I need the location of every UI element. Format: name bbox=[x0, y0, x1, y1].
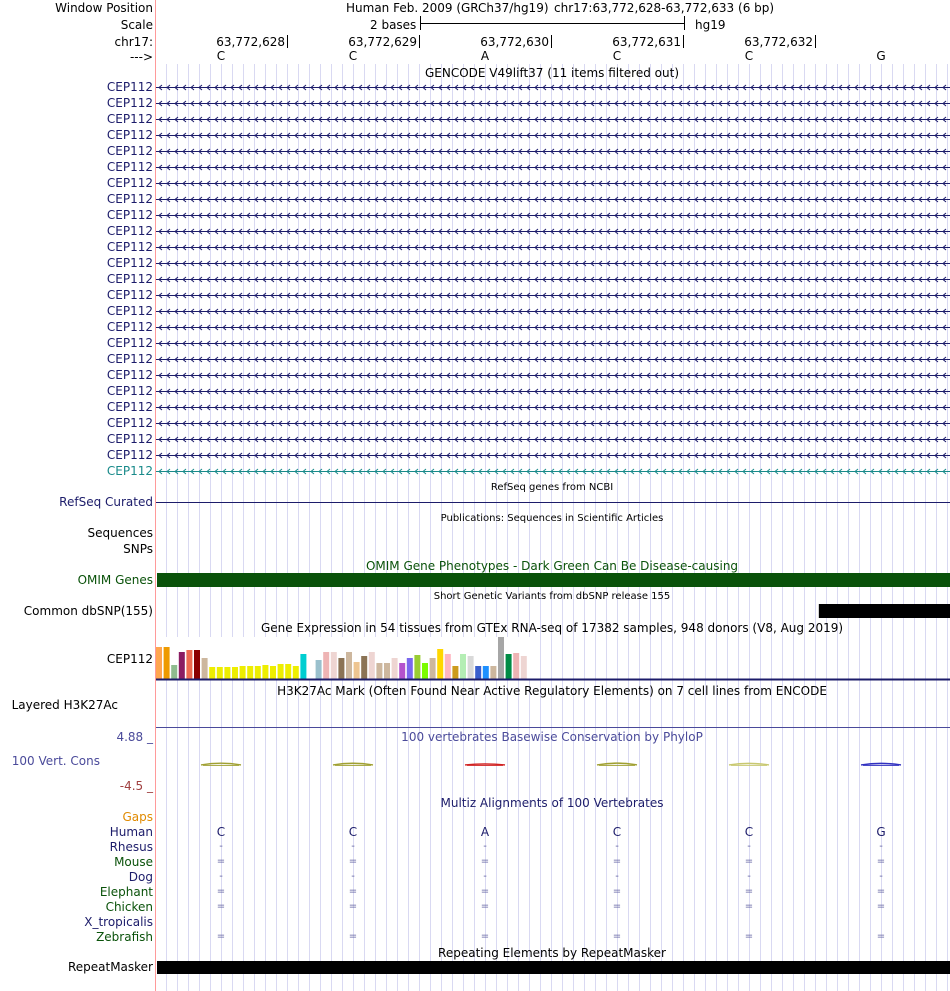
sequences-label[interactable]: Sequences bbox=[87, 526, 153, 540]
refseq-track-title[interactable]: RefSeq genes from NCBI bbox=[490, 482, 614, 493]
coordinate-label: 63,772,632 bbox=[744, 35, 813, 49]
gtex-tissue-bar[interactable] bbox=[179, 652, 185, 679]
gencode-transcript-label[interactable]: CEP112 bbox=[106, 272, 153, 286]
gencode-transcript-label[interactable]: CEP112 bbox=[106, 448, 153, 462]
multiz-base: = bbox=[744, 886, 754, 897]
gencode-transcript[interactable] bbox=[156, 261, 950, 266]
gencode-transcript[interactable] bbox=[156, 293, 950, 298]
gtex-tissue-bar[interactable] bbox=[422, 663, 428, 679]
gencode-transcript-label[interactable]: CEP112 bbox=[106, 208, 153, 222]
multiz-base: = bbox=[612, 931, 622, 942]
gtex-tissue-bar[interactable] bbox=[202, 658, 208, 679]
chromosome-label: chr17: bbox=[114, 35, 153, 49]
reference-base: C bbox=[348, 49, 358, 63]
conservation-score-mark[interactable] bbox=[465, 764, 505, 766]
gencode-transcript[interactable] bbox=[156, 133, 950, 138]
gtex-tissue-bar[interactable] bbox=[498, 637, 504, 679]
gencode-transcript-label[interactable]: CEP112 bbox=[106, 128, 153, 142]
gtex-tissue-bar[interactable] bbox=[285, 664, 291, 679]
coordinate-label: 63,772,629 bbox=[348, 35, 417, 49]
conservation-score-mark[interactable] bbox=[729, 763, 769, 765]
gencode-transcript[interactable] bbox=[156, 437, 950, 442]
gtex-tissue-bar[interactable] bbox=[354, 662, 360, 679]
coordinate-label: 63,772,628 bbox=[216, 35, 285, 49]
conservation-score-mark[interactable] bbox=[333, 763, 373, 765]
gencode-track-title[interactable]: GENCODE V49lift37 (11 items filtered out) bbox=[424, 66, 680, 80]
multiz-base: C bbox=[216, 825, 226, 839]
multiz-base: = bbox=[876, 886, 886, 897]
gtex-tissue-bar[interactable] bbox=[164, 647, 170, 679]
gencode-transcript[interactable] bbox=[156, 421, 950, 426]
gtex-tissue-bar[interactable] bbox=[376, 663, 382, 679]
publications-track-title[interactable]: Publications: Sequences in Scientific Articles bbox=[440, 513, 664, 524]
multiz-base: = bbox=[216, 931, 226, 942]
multiz-base: = bbox=[480, 856, 490, 867]
gencode-transcript[interactable] bbox=[156, 389, 950, 394]
gencode-transcript[interactable] bbox=[156, 117, 950, 122]
gtex-tissue-bar[interactable] bbox=[490, 666, 496, 679]
multiz-base: = bbox=[480, 901, 490, 912]
gencode-transcript[interactable] bbox=[156, 149, 950, 154]
scale-bases-text: 2 bases bbox=[370, 18, 417, 32]
multiz-base: = bbox=[612, 886, 622, 897]
gtex-tissue-bar[interactable] bbox=[414, 655, 420, 679]
gtex-tissue-bar[interactable] bbox=[361, 656, 367, 679]
dbsnp-track-title[interactable]: Short Genetic Variants from dbSNP release 155 bbox=[433, 591, 671, 602]
gtex-tissue-bar[interactable] bbox=[437, 649, 443, 679]
gencode-transcript[interactable] bbox=[156, 277, 950, 282]
assembly-db-label: hg19 bbox=[695, 18, 726, 32]
gencode-transcript-label[interactable]: CEP112 bbox=[106, 160, 153, 174]
multiz-species-label[interactable]: X_tropicalis bbox=[84, 915, 153, 929]
repeatmasker-element[interactable] bbox=[157, 961, 950, 974]
gencode-transcript[interactable] bbox=[156, 85, 950, 90]
reference-base: A bbox=[480, 49, 490, 63]
multiz-base: = bbox=[480, 886, 490, 897]
gtex-tissue-bar[interactable] bbox=[392, 658, 398, 679]
multiz-base: C bbox=[744, 825, 754, 839]
gencode-transcript[interactable] bbox=[156, 405, 950, 410]
gencode-transcript[interactable] bbox=[156, 453, 950, 458]
gtex-tissue-bar[interactable] bbox=[262, 665, 268, 679]
multiz-base: = bbox=[612, 901, 622, 912]
gencode-transcript[interactable] bbox=[156, 469, 950, 474]
gencode-transcript[interactable] bbox=[156, 325, 950, 330]
gencode-transcript-label[interactable]: CEP112 bbox=[106, 336, 153, 350]
common-dbsnp-label[interactable]: Common dbSNP(155) bbox=[23, 604, 153, 618]
gencode-transcript[interactable] bbox=[156, 373, 950, 378]
gencode-transcript[interactable] bbox=[156, 165, 950, 170]
multiz-base: = bbox=[348, 931, 358, 942]
multiz-base: = bbox=[744, 856, 754, 867]
gtex-tissue-bar[interactable] bbox=[384, 663, 390, 679]
multiz-base: = bbox=[216, 901, 226, 912]
gtex-tissue-bar[interactable] bbox=[217, 667, 223, 679]
conservation-label[interactable]: 100 Vert. Cons bbox=[11, 754, 100, 768]
gtex-tissue-bar[interactable] bbox=[483, 666, 489, 679]
gtex-tissue-bar[interactable] bbox=[240, 666, 246, 679]
multiz-base: = bbox=[876, 931, 886, 942]
gencode-transcript-label[interactable]: CEP112 bbox=[106, 400, 153, 414]
gtex-tissue-bar[interactable] bbox=[255, 666, 261, 679]
omim-gene-bar[interactable] bbox=[157, 573, 950, 587]
gtex-tissue-bar[interactable] bbox=[194, 650, 200, 679]
conservation-track-title[interactable]: 100 vertebrates Basewise Conservation by PhyloP bbox=[401, 730, 703, 744]
gtex-tissue-bar[interactable] bbox=[399, 663, 405, 679]
h3k27ac-track-title[interactable]: H3K27Ac Mark (Often Found Near Active Regulatory Elements) on 7 cell lines from ENCODE bbox=[277, 684, 827, 698]
gtex-track-title[interactable]: Gene Expression in 54 tissues from GTEx RNA-seq of 17382 samples, 948 donors (V8, Aug 2019) bbox=[260, 621, 844, 635]
multiz-species-label[interactable]: Human bbox=[109, 825, 153, 839]
multiz-base: = bbox=[480, 931, 490, 942]
omim-track-title[interactable]: OMIM Gene Phenotypes - Dark Green Can Be Disease-causing bbox=[365, 559, 739, 573]
gtex-tissue-bar[interactable] bbox=[300, 654, 306, 679]
multiz-base: = bbox=[876, 856, 886, 867]
multiz-species-label[interactable]: Dog bbox=[128, 870, 153, 884]
gencode-transcript[interactable] bbox=[156, 341, 950, 346]
gtex-tissue-bar[interactable] bbox=[430, 658, 436, 679]
dbsnp-variant[interactable] bbox=[819, 604, 950, 618]
repeatmasker-track-title[interactable]: Repeating Elements by RepeatMasker bbox=[438, 946, 666, 960]
gencode-transcript[interactable] bbox=[156, 357, 950, 362]
gencode-transcript[interactable] bbox=[156, 309, 950, 314]
gtex-tissue-bar[interactable] bbox=[475, 666, 481, 679]
gtex-tissue-bar[interactable] bbox=[247, 666, 253, 679]
gtex-tissue-bar[interactable] bbox=[331, 652, 337, 679]
gencode-transcript-label[interactable]: CEP112 bbox=[106, 288, 153, 302]
gtex-tissue-bar[interactable] bbox=[224, 667, 230, 679]
multiz-base: - bbox=[747, 871, 751, 882]
gencode-transcript-label[interactable]: CEP112 bbox=[106, 304, 153, 318]
multiz-base: - bbox=[747, 841, 751, 852]
gtex-tissue-bar[interactable] bbox=[270, 666, 276, 679]
multiz-base: = bbox=[216, 886, 226, 897]
gtex-tissue-bar[interactable] bbox=[186, 650, 192, 679]
gtex-tissue-bar[interactable] bbox=[232, 667, 238, 679]
gtex-tissue-bar[interactable] bbox=[293, 666, 299, 679]
reference-base: C bbox=[216, 49, 226, 63]
multiz-base: A bbox=[480, 825, 490, 839]
gtex-tissue-bar[interactable] bbox=[338, 658, 344, 679]
multiz-base: - bbox=[351, 841, 355, 852]
gtex-tissue-bar[interactable] bbox=[156, 647, 162, 679]
gencode-transcript-label[interactable]: CEP112 bbox=[106, 432, 153, 446]
multiz-base: - bbox=[351, 871, 355, 882]
multiz-base: C bbox=[348, 825, 358, 839]
multiz-base: - bbox=[483, 871, 487, 882]
gencode-transcript-label[interactable]: CEP112 bbox=[106, 224, 153, 238]
gtex-tissue-bar[interactable] bbox=[407, 658, 413, 679]
gencode-transcript-label[interactable]: CEP112 bbox=[106, 368, 153, 382]
strand-arrow-label: ---> bbox=[129, 50, 153, 64]
conservation-min-label: -4.5 _ bbox=[119, 779, 153, 793]
gtex-tissue-bar[interactable] bbox=[346, 652, 352, 679]
multiz-base: = bbox=[348, 856, 358, 867]
multiz-species-label[interactable]: Zebrafish bbox=[96, 930, 153, 944]
gencode-transcript-label[interactable]: CEP112 bbox=[106, 256, 153, 270]
gtex-tissue-bar[interactable] bbox=[445, 654, 451, 679]
multiz-base: - bbox=[615, 841, 619, 852]
gtex-tissue-bar[interactable] bbox=[278, 664, 284, 679]
multiz-base: = bbox=[348, 886, 358, 897]
h3k27ac-label[interactable]: Layered H3K27Ac bbox=[11, 698, 118, 712]
gtex-tissue-bar[interactable] bbox=[323, 652, 329, 679]
multiz-base: - bbox=[219, 871, 223, 882]
gtex-tissue-bar[interactable] bbox=[460, 654, 466, 679]
gencode-transcript-label[interactable]: CEP112 bbox=[106, 464, 153, 478]
conservation-max-label: 4.88 _ bbox=[116, 730, 153, 744]
multiz-species-label[interactable]: Chicken bbox=[105, 900, 153, 914]
assembly-name: Human Feb. 2009 (GRCh37/hg19) bbox=[346, 1, 549, 15]
multiz-base: = bbox=[348, 901, 358, 912]
window-position-value: chr17:63,772,628-63,772,633 (6 bp) bbox=[554, 1, 775, 15]
repeatmasker-label[interactable]: RepeatMasker bbox=[67, 960, 153, 974]
gencode-transcript[interactable] bbox=[156, 245, 950, 250]
gtex-tissue-bar[interactable] bbox=[369, 652, 375, 679]
gencode-transcript[interactable] bbox=[156, 229, 950, 234]
gencode-transcript-label[interactable]: CEP112 bbox=[106, 384, 153, 398]
gencode-transcript-label[interactable]: CEP112 bbox=[106, 112, 153, 126]
gtex-tissue-bar[interactable] bbox=[209, 667, 215, 679]
omim-genes-label[interactable]: OMIM Genes bbox=[77, 573, 153, 587]
reference-base: C bbox=[612, 49, 622, 63]
gtex-tissue-bar[interactable] bbox=[171, 665, 177, 679]
multiz-base: G bbox=[876, 825, 886, 839]
multiz-base: - bbox=[483, 841, 487, 852]
gencode-transcript-label[interactable]: CEP112 bbox=[106, 240, 153, 254]
gtex-gene-label[interactable]: CEP112 bbox=[106, 652, 153, 666]
multiz-base: = bbox=[216, 856, 226, 867]
gencode-transcript-label[interactable]: CEP112 bbox=[106, 144, 153, 158]
gencode-transcript-label[interactable]: CEP112 bbox=[106, 352, 153, 366]
multiz-base: = bbox=[744, 901, 754, 912]
multiz-base: = bbox=[612, 856, 622, 867]
conservation-score-mark[interactable] bbox=[597, 763, 637, 765]
gencode-transcript[interactable] bbox=[156, 197, 950, 202]
multiz-track-title[interactable]: Multiz Alignments of 100 Vertebrates bbox=[440, 796, 664, 810]
gencode-transcript-label[interactable]: CEP112 bbox=[106, 176, 153, 190]
gtex-tissue-bar[interactable] bbox=[468, 656, 474, 679]
window-position-label: Window Position bbox=[55, 1, 153, 15]
gencode-transcript[interactable] bbox=[156, 213, 950, 218]
gencode-transcript[interactable] bbox=[156, 181, 950, 186]
gencode-transcript[interactable] bbox=[156, 101, 950, 106]
conservation-score-mark[interactable] bbox=[201, 763, 241, 765]
conservation-score-mark[interactable] bbox=[861, 763, 901, 765]
multiz-species-label[interactable]: Rhesus bbox=[109, 840, 153, 854]
multiz-species-label[interactable]: Mouse bbox=[114, 855, 153, 869]
gtex-tissue-bar[interactable] bbox=[452, 666, 458, 679]
gencode-transcript-label[interactable]: CEP112 bbox=[106, 416, 153, 430]
scale-label: Scale bbox=[120, 18, 153, 32]
multiz-base: - bbox=[615, 871, 619, 882]
gencode-transcript-label[interactable]: CEP112 bbox=[106, 80, 153, 94]
gencode-transcript-label[interactable]: CEP112 bbox=[106, 320, 153, 334]
multiz-base: C bbox=[612, 825, 622, 839]
reference-base: G bbox=[876, 49, 886, 63]
coordinate-label: 63,772,631 bbox=[612, 35, 681, 49]
multiz-base: - bbox=[879, 871, 883, 882]
snps-label[interactable]: SNPs bbox=[123, 542, 153, 556]
coordinate-label: 63,772,630 bbox=[480, 35, 549, 49]
gtex-tissue-bar[interactable] bbox=[513, 653, 519, 679]
multiz-base: - bbox=[879, 841, 883, 852]
gtex-tissue-bar[interactable] bbox=[521, 656, 527, 679]
multiz-base: = bbox=[876, 901, 886, 912]
gencode-transcript-label[interactable]: CEP112 bbox=[106, 96, 153, 110]
multiz-base: = bbox=[744, 931, 754, 942]
multiz-species-label[interactable]: Elephant bbox=[99, 885, 153, 899]
gencode-transcript-label[interactable]: CEP112 bbox=[106, 192, 153, 206]
reference-base: C bbox=[744, 49, 754, 63]
gtex-tissue-bar[interactable] bbox=[316, 660, 322, 679]
multiz-base: - bbox=[219, 841, 223, 852]
gtex-tissue-bar[interactable] bbox=[506, 654, 512, 679]
refseq-curated-label[interactable]: RefSeq Curated bbox=[59, 495, 153, 509]
gaps-label[interactable]: Gaps bbox=[122, 810, 153, 824]
